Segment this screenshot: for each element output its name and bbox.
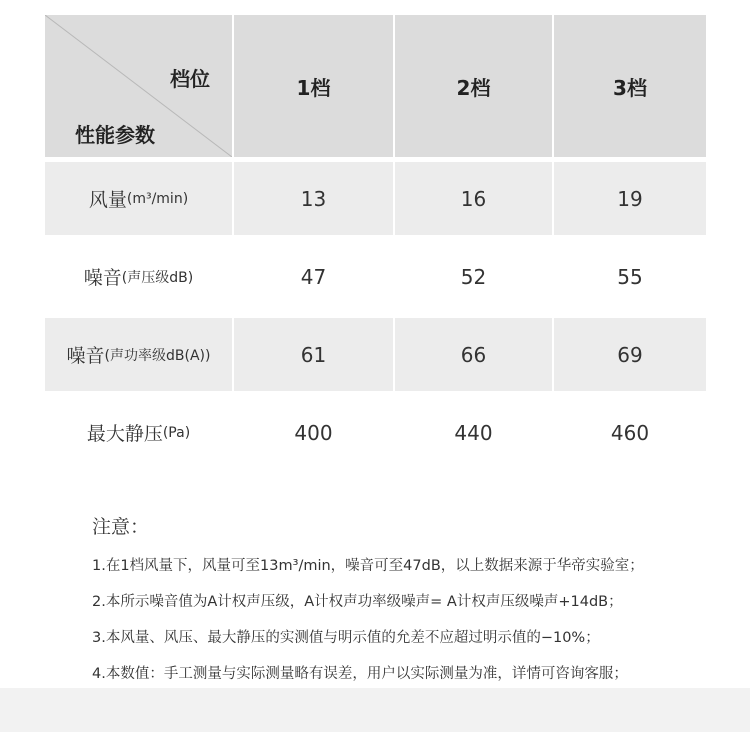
table-cell: 440 — [393, 396, 552, 469]
table-cell: 69 — [552, 318, 706, 391]
note-item: 3.本风量、风压、最大静压的实测值与明示值的允差不应超过明示值的−10%； — [92, 630, 600, 646]
table-row-airflow — [45, 162, 706, 235]
row-label-text: 噪音 — [83, 267, 122, 289]
header-gear-label: 档位 — [170, 67, 210, 91]
note-item: 2.本所示噪音值为A计权声压级，A计权声功率级噪声= A计权声压级噪声+14dB； — [92, 594, 623, 610]
table-row-noise-pressure — [45, 240, 706, 313]
row-label — [45, 162, 232, 235]
table-cell: 52 — [393, 240, 552, 313]
table-row-static-pressure — [45, 396, 706, 469]
header-gear-2: 2档 — [393, 15, 552, 157]
row-label-text: 风量 — [88, 189, 127, 211]
spec-table — [45, 15, 706, 469]
table-cell: 66 — [393, 318, 552, 391]
note-item: 1.在1档风量下，风量可至13m³/min，噪音可至47dB，以上数据来源于华帝实验室； — [92, 558, 644, 574]
table-cell: 55 — [552, 240, 706, 313]
table-cell: 16 — [393, 162, 552, 235]
table-header-row — [45, 15, 706, 157]
row-label-unit: (声功率级dB(A)) — [104, 347, 211, 364]
row-label — [45, 240, 232, 313]
table-row-noise-power — [45, 318, 706, 391]
header-corner-cell — [45, 15, 232, 157]
notes-title: 注意： — [92, 516, 150, 538]
header-param-label: 性能参数 — [75, 123, 155, 147]
row-label — [45, 396, 232, 469]
table-cell: 460 — [552, 396, 706, 469]
table-cell: 47 — [232, 240, 393, 313]
table-cell: 13 — [232, 162, 393, 235]
note-item: 4.本数值：手工测量与实际测量略有误差，用户以实际测量为准，详情可咨询客服； — [92, 666, 628, 682]
row-label-text: 最大静压 — [86, 423, 163, 445]
row-label-unit: (声压级dB) — [121, 269, 194, 286]
footer-band — [0, 688, 750, 732]
row-label-unit: (m³/min) — [126, 190, 189, 207]
header-gear-1: 1档 — [232, 15, 393, 157]
table-cell: 19 — [552, 162, 706, 235]
table-cell: 61 — [232, 318, 393, 391]
row-label-unit: (Pa) — [162, 424, 191, 441]
notes-section — [92, 512, 722, 692]
row-label — [45, 318, 232, 391]
header-gear-3: 3档 — [552, 15, 706, 157]
table-cell: 400 — [232, 396, 393, 469]
row-label-text: 噪音 — [66, 345, 105, 367]
